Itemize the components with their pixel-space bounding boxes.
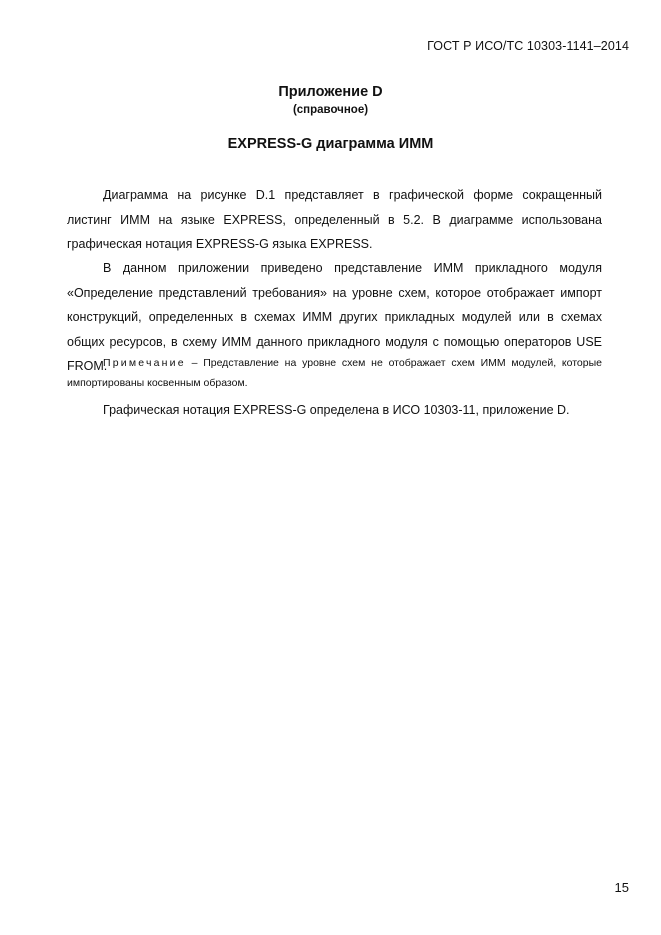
annex-title: Приложение D	[278, 84, 383, 100]
body-paragraph-notation: Графическая нотация EXPRESS-G определена в ИСО 10303-11, приложение D.	[103, 403, 570, 417]
section-title: EXPRESS-G диаграмма ИММ	[227, 136, 434, 152]
body-paragraph-diagram: Диаграмма на рисунке D.1 представляет в графической форме сокращенный листинг ИММ на языке EXPRESS, определенный в 5.2. В диаграмме использована графическая нотация EXPRESS-G языка EXPRESS.	[67, 188, 602, 251]
document-standard-code: ГОСТ Р ИСО/ТС 10303-1141–2014	[427, 39, 629, 53]
annex-subtitle: (справочное)	[292, 104, 369, 116]
note-paragraph	[67, 353, 602, 393]
note-label: Примечание	[103, 357, 186, 369]
page-number: 15	[614, 880, 629, 895]
note-text: – Представление на уровне схем не отображает схем ИММ модулей, которые импортированы косвенным образом.	[67, 357, 602, 389]
body-paragraph-annex-content: В данном приложении приведено представление ИММ прикладного модуля «Определение представлений требования» на уровне схем, которое отображает импорт конструкций, определенных в схемах ИММ других прикладных модулей или в схемах общих ресурсов, в схему ИММ данного прикладного модуля с помощью операторов USE FROM.	[67, 261, 602, 373]
